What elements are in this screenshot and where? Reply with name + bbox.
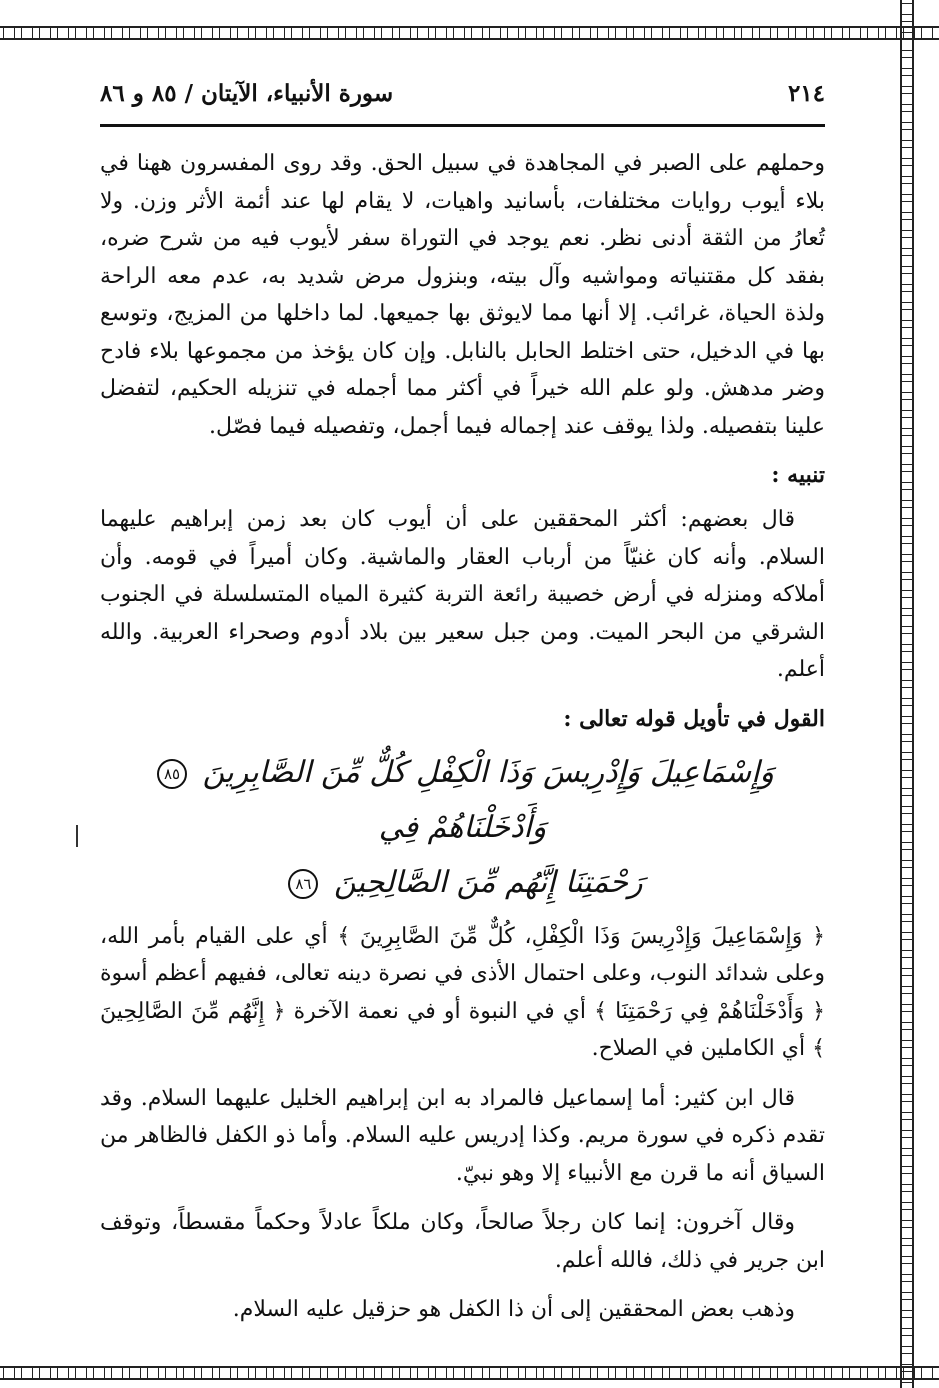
paragraph-tafsir: ﴿ وَإِسْمَاعِيلَ وَإِدْرِيسَ وَذَا الْكِفْلِ، كُلٌّ مِّنَ الصَّابِرِينَ ﴾ أي على القيام بأمر الله، وعلى شدائد النوب، وعلى احتمال الأذى في نصرة دينه تعالى، ففيهم أعظم أسوة ﴿ وَأَدْخَلْنَاهُمْ فِي رَحْمَتِنَا ﴾ أي في النبوة أو في نعمة الآخرة ﴿ إِنَّهُم مِّنَ الصَّالِحِينَ ﴾ أي الكاملين في الصلاح. (100, 923, 825, 1061)
quran-text-1b: وَأَدْخَلْنَاهُمْ فِي (378, 809, 547, 845)
quran-line-2 (100, 855, 825, 910)
page-header (100, 80, 825, 124)
margin-mark (76, 825, 78, 847)
paragraph-ibn-kathir: قال ابن كثير: أما إسماعيل فالمراد به ابن إبراهيم الخليل عليهما السلام. وقد تقدم ذكره في سورة مريم. وكذا إدريس عليه السلام. وأما ذو الكفل فالظاهر من السياق أنه ما قرن مع الأنبياء إلا وهو نبيّ. (100, 1085, 825, 1186)
page-content (100, 80, 825, 1329)
page-number: ٢١٤ (787, 80, 825, 107)
spacer (100, 1068, 825, 1080)
quran-line-1 (100, 745, 825, 855)
paragraph-ayyub-trial: وحملهم على الصبر في المجاهدة في سبيل الحق. وقد روى المفسرون ههنا في بلاء أيوب روايات مختلفات، بأسانيد واهيات، لا يقام لها عند أئمة الأثر وزن. ولا تُعارُ من الثقة أدنى نظر. نعم يوجد في التوراة سفر لأيوب فيه من شرح ضره، بفقد كل مقتنياته ومواشيه وآل بيته، وبنزول مرض شديد به، عدم معه الراحة ولذة الحياة، غرائب. إلا أنها مما لايوثق بها جميعها. لما داخلها من المزيج، وتوسع بها في الدخيل، حتى اختلط الحابل بالنابل. وإن كان يؤخذ من مجموعها بلاء فادح وضر مدهش. ولو علم الله خيراً في أكثر مما أجمله في تنزيله الحكيم، لتفضل علينا بتفصيله. ولذا يوقف عند إجماله فيما أجمل، وتفصيله فيما فصّل. (100, 151, 825, 439)
paragraph-others: وقال آخرون: إنما كان رجلاً صالحاً، وكان ملكاً عادلاً وحكماً مقسطاً، وتوقف ابن جرير في ذلك، فالله أعلم. (100, 1210, 825, 1273)
running-title: سورة الأنبياء، الآيتان / ٨٥ و ٨٦ (100, 80, 394, 107)
paragraph-hizqil: وذهب بعض المحققين إلى أن ذا الكفل هو حزقيل عليه السلام. (232, 1297, 795, 1322)
spacer (100, 1279, 825, 1291)
header-rule (100, 124, 825, 127)
note-heading: تنبيه : (771, 462, 825, 488)
aya-number-85: ٨٥ (157, 759, 187, 789)
bottom-ornament-border (0, 1366, 939, 1380)
right-ornament-border (900, 0, 914, 1388)
quran-text-2: رَحْمَتِنَا إِنَّهُم مِّنَ الصَّالِحِينَ (333, 864, 643, 900)
section-heading: القول في تأويل قوله تعالى : (563, 705, 825, 732)
paragraph-note: قال بعضهم: أكثر المحققين على أن أيوب كان بعد زمن إبراهيم عليهما السلام. وأنه كان غنيّاً من أرباب العقار والماشية. وكان أميراً في قومه. وأن أملاكه ومنزله في أرض خصيبة رائعة التربة كثيرة المياه المتسلسلة في الجنوب الشرقي من البحر الميت. ومن جبل سعير بين بلاد أدوم وصحراء العربية. والله أعلم. (100, 507, 825, 682)
top-ornament-border (0, 26, 939, 40)
quran-verse-block (100, 745, 825, 910)
spacer (100, 1192, 825, 1204)
aya-number-86: ٨٦ (288, 869, 318, 899)
quran-text-1a: وَإِسْمَاعِيلَ وَإِدْرِيسَ وَذَا الْكِفْلِ كُلٌّ مِّنَ الصَّابِرِينَ (202, 754, 774, 790)
